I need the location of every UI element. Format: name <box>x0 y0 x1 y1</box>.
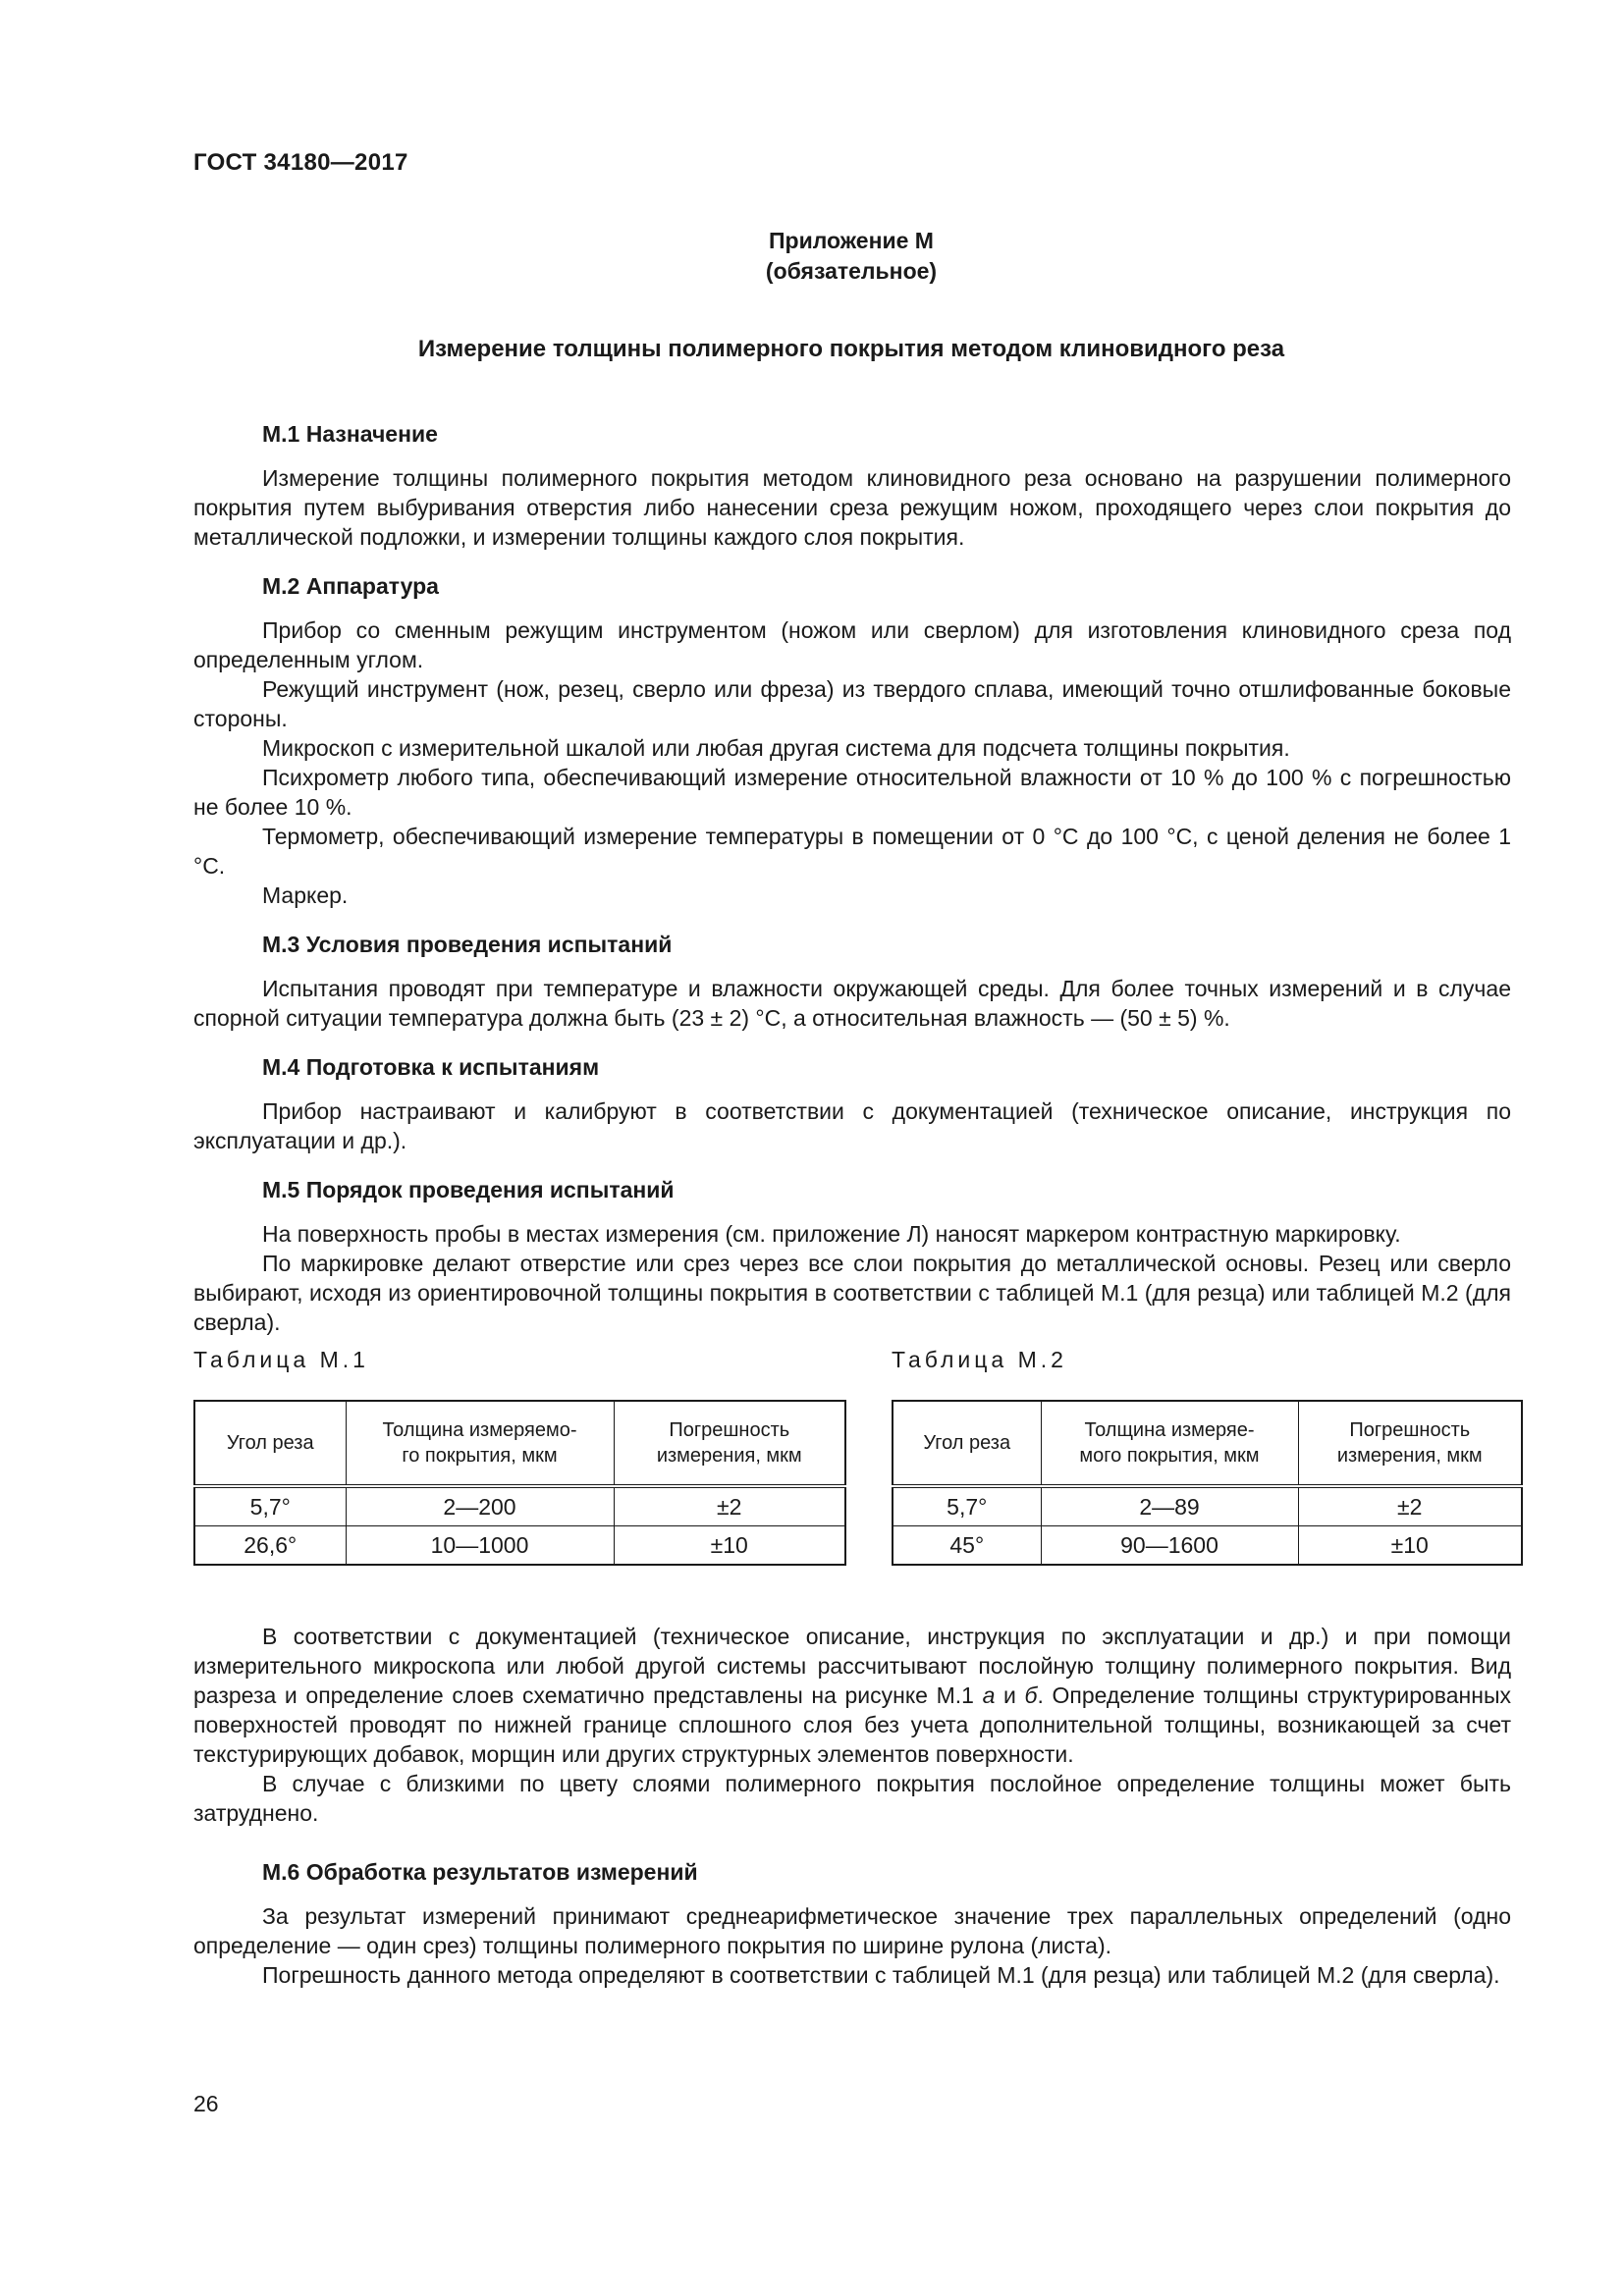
section-heading: М.2 Аппаратура <box>262 573 439 599</box>
paragraph: Маркер. <box>262 882 349 908</box>
section-heading: М.3 Условия проведения испытаний <box>262 932 673 957</box>
column-header: Толщина измеряе- мого покрытия, мкм <box>1041 1401 1298 1486</box>
table-cell: 2—89 <box>1041 1486 1298 1526</box>
section-heading: М.6 Обработка результатов измерений <box>262 1859 698 1885</box>
table-cell: ±10 <box>614 1526 845 1566</box>
section-m5 <box>193 1175 1511 1828</box>
section-m3 <box>193 930 1511 1033</box>
column-header: Угол реза <box>194 1401 346 1486</box>
table-cell: 5,7° <box>893 1486 1041 1526</box>
figure-ref-a: а <box>982 1682 996 1708</box>
section-heading: М.5 Порядок проведения испытаний <box>262 1177 675 1202</box>
paragraph: Режущий инструмент (нож, резец, сверло или фреза) из твердого сплава, имеющий точно отшлифованные боковые стороны. <box>193 676 1511 731</box>
column-header: Угол реза <box>893 1401 1041 1486</box>
text-run: . Определение толщины структурированных поверхностей проводят по нижней границе сплошного слоя без учета дополнительной толщины, возникающей за счет текстурирующих добавок, морщин или других структурных элементов поверхности. <box>193 1682 1511 1767</box>
table-cell: 90—1600 <box>1041 1526 1298 1566</box>
table-header-row <box>194 1401 845 1486</box>
section-heading: М.1 Назначение <box>262 421 438 447</box>
paragraph: Прибор со сменным режущим инструментом (ножом или сверлом) для изготовления клиновидного среза под определенным углом. <box>193 617 1511 672</box>
table-cell: 5,7° <box>194 1486 346 1526</box>
section-m6 <box>193 1857 1511 1990</box>
table-cell: 26,6° <box>194 1526 346 1566</box>
table-cell: 10—1000 <box>346 1526 614 1566</box>
table-cell: 2—200 <box>346 1486 614 1526</box>
document-title: Измерение толщины полимерного покрытия методом клиновидного реза <box>417 336 1285 362</box>
table-row <box>194 1486 845 1526</box>
table-caption: Таблица М.2 <box>892 1347 1067 1372</box>
paragraph: Погрешность данного метода определяют в соответствии с таблицей М.1 (для резца) или таблицей М.2 (для сверла). <box>262 1962 1500 1988</box>
column-header: Погрешность измерения, мкм <box>1298 1401 1522 1486</box>
document-code: ГОСТ 34180—2017 <box>193 149 408 176</box>
section-m1 <box>193 419 1511 552</box>
table-header-row <box>893 1401 1522 1486</box>
text-run: и <box>995 1682 1025 1708</box>
document-body <box>193 419 1511 2009</box>
page-number: 26 <box>193 2091 219 2116</box>
table-row <box>893 1486 1522 1526</box>
figure-ref-b: б <box>1024 1682 1038 1708</box>
table-row <box>893 1526 1522 1566</box>
paragraph <box>193 1622 1511 1769</box>
paragraph: В случае с близкими по цвету слоями полимерного покрытия послойное определение толщины может быть затруднено. <box>193 1771 1511 1826</box>
section-heading: М.4 Подготовка к испытаниям <box>262 1054 600 1080</box>
paragraph: Испытания проводят при температуре и влажности окружающей среды. Для более точных измерений и в случае спорной ситуации температура должна быть (23 ± 2) °С, а относительная влажность — (50 ± 5) %. <box>193 976 1511 1031</box>
appendix-heading <box>0 226 1624 287</box>
appendix-status: (обязательное) <box>765 258 938 284</box>
tables-row <box>193 1345 1511 1600</box>
paragraph: На поверхность пробы в местах измерения (см. приложение Л) наносят маркером контрастную маркировку. <box>262 1221 1401 1247</box>
paragraph: Микроскоп с измерительной шкалой или любая другая система для подсчета толщины покрытия. <box>262 735 1290 761</box>
table-cell: ±10 <box>1298 1526 1522 1566</box>
column-header: Толщина измеряемо- го покрытия, мкм <box>346 1401 614 1486</box>
paragraph: По маркировке делают отверстие или срез через все слои покрытия до металлической основы. Резец или сверло выбирают, исходя из ориентировочной толщины покрытия в соответствии с таблицей М.1 (для резца) или таблицей М.2 (для сверла). <box>193 1251 1511 1335</box>
table-row <box>194 1526 845 1566</box>
paragraph: Измерение толщины полимерного покрытия методом клиновидного реза основано на разрушении полимерного покрытия путем выбуривания отверстия либо нанесении среза режущим ножом, проходящего через слои покрытия до металлической подложки, и измерении толщины каждого слоя покрытия. <box>193 465 1511 550</box>
paragraph: Термометр, обеспечивающий измерение температуры в помещении от 0 °С до 100 °С, с ценой деления не более 1 °С. <box>193 824 1511 879</box>
paragraph: Прибор настраивают и калибруют в соответствии с документацией (техническое описание, инструкция по эксплуатации и др.). <box>193 1098 1511 1153</box>
table-m1 <box>193 1400 846 1566</box>
table-cell: ±2 <box>614 1486 845 1526</box>
text-run: В соответствии с документацией (техническое описание, инструкция по эксплуатации и др.) и при помощи измерительного микроскопа или любой другой системы рассчитывают послойную толщину полимерного покрытия. Вид разреза и определение слоев схематично представлены на рисунке М.1 <box>193 1624 1511 1708</box>
paragraph: Психрометр любого типа, обеспечивающий измерение относительной влажности от 10 % до 100 % с погрешностью не более 10 %. <box>193 765 1511 820</box>
post-table-text <box>193 1622 1511 1828</box>
paragraph: За результат измерений принимают среднеарифметическое значение трех параллельных определений (одно определение — один срез) толщины полимерного покрытия по ширине рулона (листа). <box>193 1903 1511 1958</box>
appendix-title: Приложение М <box>769 228 934 253</box>
table-cell: ±2 <box>1298 1486 1522 1526</box>
section-m2 <box>193 571 1511 910</box>
table-cell: 45° <box>893 1526 1041 1566</box>
table-m2 <box>892 1400 1523 1566</box>
section-m4 <box>193 1052 1511 1155</box>
column-header: Погрешность измерения, мкм <box>614 1401 845 1486</box>
table-caption: Таблица М.1 <box>193 1347 369 1372</box>
